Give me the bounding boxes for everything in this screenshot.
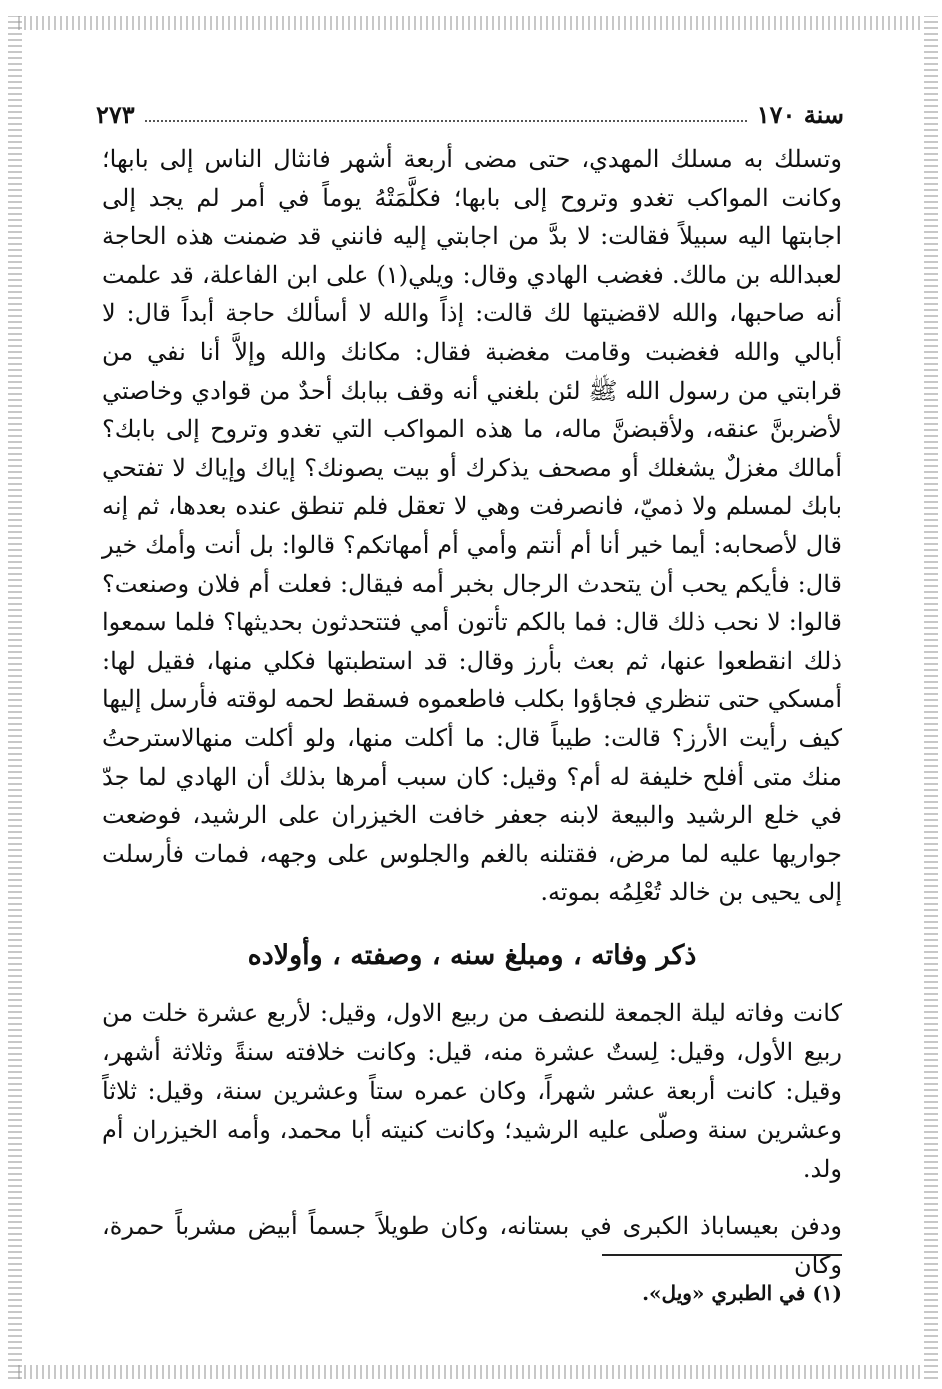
main-text-block bbox=[102, 140, 842, 912]
decorative-border-left bbox=[8, 16, 22, 1379]
header-year: سنة ١٧٠ bbox=[756, 99, 844, 129]
page-number: ٢٧٣ bbox=[96, 99, 135, 129]
body-paragraph: وتسلك به مسلك المهدي، حتى مضى أربعة أشهر فانثال الناس إلى بابها؛ وكانت المواكب تغدو وتروح إلى بابها؛ فكلَّمَتْهُ يوماً في أمر لم يجد إلى اجابتها اليه سبيلاً فقالت: لا بدَّ من اجابتي إليه فانني قد ضمنت هذه الحاجة لعبدالله بن مالك. فغضب الهادي وقال: ويلي(١) على ابن الفاعلة، قد علمت أنه صاحبها، والله لاقضيتها لك قالت: إذاً والله لا أسألك حاجة أبداً قال: لا أبالي والله فغضبت وقامت مغضبة فقال: مكانك والله وإلاَّ أنا نفي من قرابتي من رسول الله ﷺ لئن بلغني أنه وقف ببابك أحدٌ من قوادي وخاصتي لأضربنَّ عنقه، ولأقبضنَّ ماله، ما هذه المواكب التي تغدو وتروح إلى بابك؟ أمالك مغزلٌ يشغلك أو مصحف يذكرك أو بيت يصونك؟ إياك وإياك لا تفتحي بابك لمسلم ولا ذميّ، فانصرفت وهي لا تعقل فلم تنطق عنده بعدها، ثم إنه قال لأصحابه: أيما خير أنا أم أنتم وأمي أم أمهاتكم؟ قالوا: بل أنت وأمك خير قال: فأيكم يحب أن يتحدث الرجال بخبر أمه فيقال: فعلت أم فلان وصنعت؟ قالوا: لا نحب ذلك قال: فما بالكم تأتون أمي فتتحدثون بحديثها؟ فلما سمعوا ذلك انقطعوا عنها، ثم بعث بأرز وقال: قد استطبتها فكلي منها، فقيل لها: أمسكي حتى تنظري فجاؤوا بكلب فاطعموه فسقط لحمه لوقته فأرسل إليها كيف رأيت الأرز؟ قالت: طيباً قال: ما أكلت منها، ولو أكلت منهالاسترحتُ منك متى أفلح خليفة له أم؟ وقيل: كان سبب أمرها بذلك أن الهادي لما جدّ في خلع الرشيد والبيعة لابنه جعفر خافت الخيزران على الرشيد، فوضعت جواريها عليه لما مرض، فقتلنه بالغم والجلوس على وجهه، فمات فأرسلت إلى يحيى بن خالد تُعْلِمُه بموته. bbox=[102, 145, 843, 907]
footnote-separator bbox=[602, 1254, 842, 1256]
header-dotted-leader bbox=[145, 106, 747, 122]
decorative-border-bottom bbox=[18, 1365, 924, 1379]
section-heading: ذكر وفاته ، ومبلغ سنه ، وصفته ، وأولاده bbox=[247, 940, 697, 971]
decorative-border-right bbox=[924, 16, 938, 1379]
section-text-block bbox=[102, 994, 842, 1285]
footnote: (١) في الطبري «ويل». bbox=[642, 1281, 842, 1305]
running-header bbox=[96, 96, 844, 132]
decorative-border-top bbox=[18, 16, 924, 30]
section-paragraph-2: ودفن بعيساباذ الكبرى في بستانه، وكان طويلاً جسماً أبيض مشرباً حمرة، وكان bbox=[102, 1212, 842, 1279]
section-paragraph-1: كانت وفاته ليلة الجمعة للنصف من ربيع الاول، وقيل: لأربع عشرة خلت من ربيع الأول، وقيل: لِستٌ عشرة منه، قيل: وكانت خلافته سنةً وثلاثة أشهر، وقيل: كانت أربعة عشر شهراً، وكان عمره ستاً وعشرين سنة، وقيل: ثلاثاً وعشرين سنة وصلّى عليه الرشيد؛ وكانت كنيته أبا محمد، وأمه الخيزران أم ولد. bbox=[102, 999, 842, 1183]
